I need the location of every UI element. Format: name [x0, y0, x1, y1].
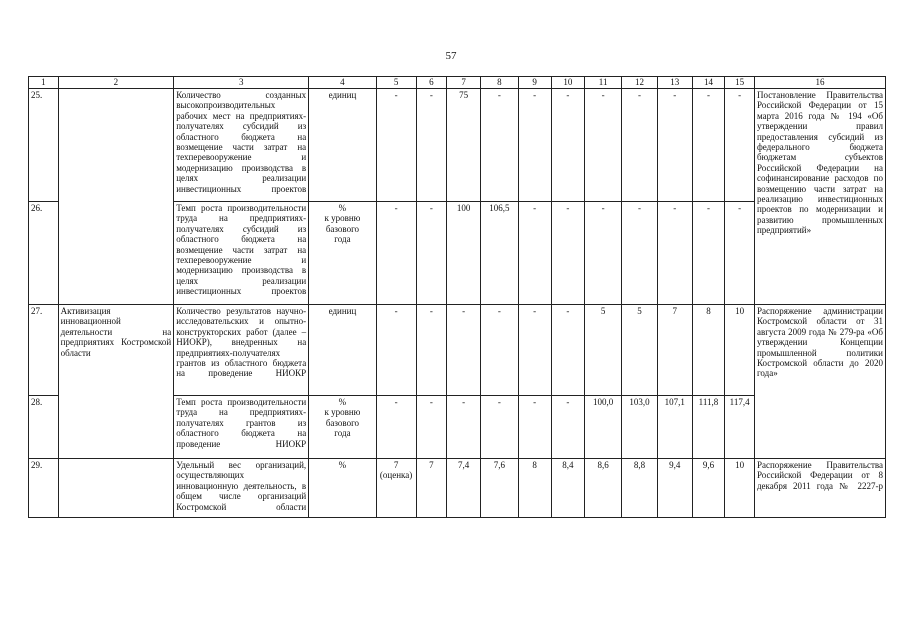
header-cell: 3: [174, 77, 309, 89]
value-cell: -: [376, 202, 416, 305]
value-cell: 111,8: [692, 396, 725, 459]
document-cell: Распоряжение Правительства Российской Федерации от 8 декабря 2011 года № 2227-р: [754, 459, 885, 518]
value-cell: -: [376, 305, 416, 396]
header-cell: 1: [29, 77, 59, 89]
value-cell: 8,6: [585, 459, 622, 518]
value-cell: -: [622, 89, 658, 202]
value-cell: 10: [725, 459, 755, 518]
header-cell: 11: [585, 77, 622, 89]
value-cell: -: [622, 202, 658, 305]
value-cell: -: [518, 396, 551, 459]
value-cell: 107,1: [657, 396, 692, 459]
header-cell: 8: [480, 77, 518, 89]
value-cell: -: [692, 89, 725, 202]
value-cell: -: [551, 202, 585, 305]
value-cell: -: [551, 396, 585, 459]
value-cell: -: [416, 89, 447, 202]
value-cell: -: [551, 89, 585, 202]
value-cell: 5: [622, 305, 658, 396]
value-cell: -: [480, 89, 518, 202]
value-cell: 5: [585, 305, 622, 396]
activity-cell: [58, 459, 174, 518]
document-cell: Постановление Правительства Российской Федерации от 15 марта 2016 года № 194 «Об утверждении правил предоставления субсидий из федерального бюджета бюджетам субъектов Российской Федерации на софинансирование расходов по возмещению части затрат на реализацию инвестиционных проектов по модернизации и развитию промышленных предприятий»: [754, 89, 885, 305]
value-cell: -: [518, 89, 551, 202]
value-cell: -: [585, 89, 622, 202]
indicators-table: [28, 76, 886, 518]
header-cell: 12: [622, 77, 658, 89]
value-cell: 8: [518, 459, 551, 518]
value-cell: -: [518, 202, 551, 305]
value-cell: -: [692, 202, 725, 305]
value-cell: 117,4: [725, 396, 755, 459]
unit-cell: % к уровню базового года: [309, 202, 376, 305]
indicator-cell: Темп роста производительности труда на предприятиях-получателях субсидий из областного бюджета на возмещение части затрат на техперевооружение и модернизацию производства в целях реализации инвестиционных проектов: [174, 202, 309, 305]
unit-cell: единиц: [309, 305, 376, 396]
value-cell: 75: [447, 89, 481, 202]
header-cell: 4: [309, 77, 376, 89]
value-cell: 103,0: [622, 396, 658, 459]
value-cell: -: [725, 89, 755, 202]
document-cell: Распоряжение администрации Костромской области от 31 августа 2009 года № 279-ра «Об утверждении Концепции промышленной политики Костромской области до 2020 года»: [754, 305, 885, 459]
value-cell: 8,4: [551, 459, 585, 518]
value-cell: 10: [725, 305, 755, 396]
table-row: [29, 89, 886, 202]
unit-cell: единиц: [309, 89, 376, 202]
unit-cell: % к уровню базового года: [309, 396, 376, 459]
header-cell: 9: [518, 77, 551, 89]
value-cell: 7: [416, 459, 447, 518]
indicator-cell: Темп роста производительности труда на предприятиях-получателях грантов из областного бюджета на проведение НИОКР: [174, 396, 309, 459]
value-cell: 8: [692, 305, 725, 396]
header-cell: 14: [692, 77, 725, 89]
value-cell: 7,4: [447, 459, 481, 518]
header-cell: 10: [551, 77, 585, 89]
value-cell: 9,4: [657, 459, 692, 518]
indicator-cell: Удельный вес организаций, осуществляющих инновационную деятельность, в общем числе организаций Костромской области: [174, 459, 309, 518]
value-cell: -: [657, 89, 692, 202]
value-cell: -: [480, 305, 518, 396]
value-cell: -: [551, 305, 585, 396]
unit-cell: %: [309, 459, 376, 518]
value-cell: -: [657, 202, 692, 305]
value-cell: 7,6: [480, 459, 518, 518]
value-cell: 100,0: [585, 396, 622, 459]
header-cell: 5: [376, 77, 416, 89]
header-cell: 13: [657, 77, 692, 89]
value-cell: -: [518, 305, 551, 396]
header-cell: 6: [416, 77, 447, 89]
activity-cell: [58, 89, 174, 305]
row-number: 29.: [29, 459, 59, 518]
row-number: 26.: [29, 202, 59, 305]
value-cell: -: [480, 396, 518, 459]
value-cell: 7 (оценка): [376, 459, 416, 518]
header-cell: 15: [725, 77, 755, 89]
value-cell: -: [416, 305, 447, 396]
value-cell: 9,6: [692, 459, 725, 518]
page-number: 57: [445, 50, 457, 62]
value-cell: -: [725, 202, 755, 305]
value-cell: -: [416, 202, 447, 305]
value-cell: -: [447, 396, 481, 459]
header-row: [29, 77, 886, 89]
indicator-cell: Количество созданных высокопроизводительных рабочих мест на предприятиях-получателях субсидий из областного бюджета на возмещение части затрат на техперевооружение и модернизацию производства в целях реализации инвестиционных проектов: [174, 89, 309, 202]
value-cell: -: [376, 396, 416, 459]
value-cell: -: [585, 202, 622, 305]
value-cell: -: [447, 305, 481, 396]
header-cell: 2: [58, 77, 174, 89]
value-cell: -: [376, 89, 416, 202]
row-number: 27.: [29, 305, 59, 396]
table-row: [29, 459, 886, 518]
value-cell: -: [416, 396, 447, 459]
header-cell: 7: [447, 77, 481, 89]
row-number: 28.: [29, 396, 59, 459]
value-cell: 100: [447, 202, 481, 305]
indicator-cell: Количество результатов научно-исследовательских и опытно-конструкторских работ (далее – НИОКР), внедренных на предприятиях-получателях грантов из областного бюджета на проведение НИОКР: [174, 305, 309, 396]
row-number: 25.: [29, 89, 59, 202]
activity-cell: Активизация инновационной деятельности на предприятиях Костромской области: [58, 305, 174, 459]
value-cell: 8,8: [622, 459, 658, 518]
value-cell: 106,5: [480, 202, 518, 305]
table-row: [29, 305, 886, 396]
header-cell: 16: [754, 77, 885, 89]
value-cell: 7: [657, 305, 692, 396]
